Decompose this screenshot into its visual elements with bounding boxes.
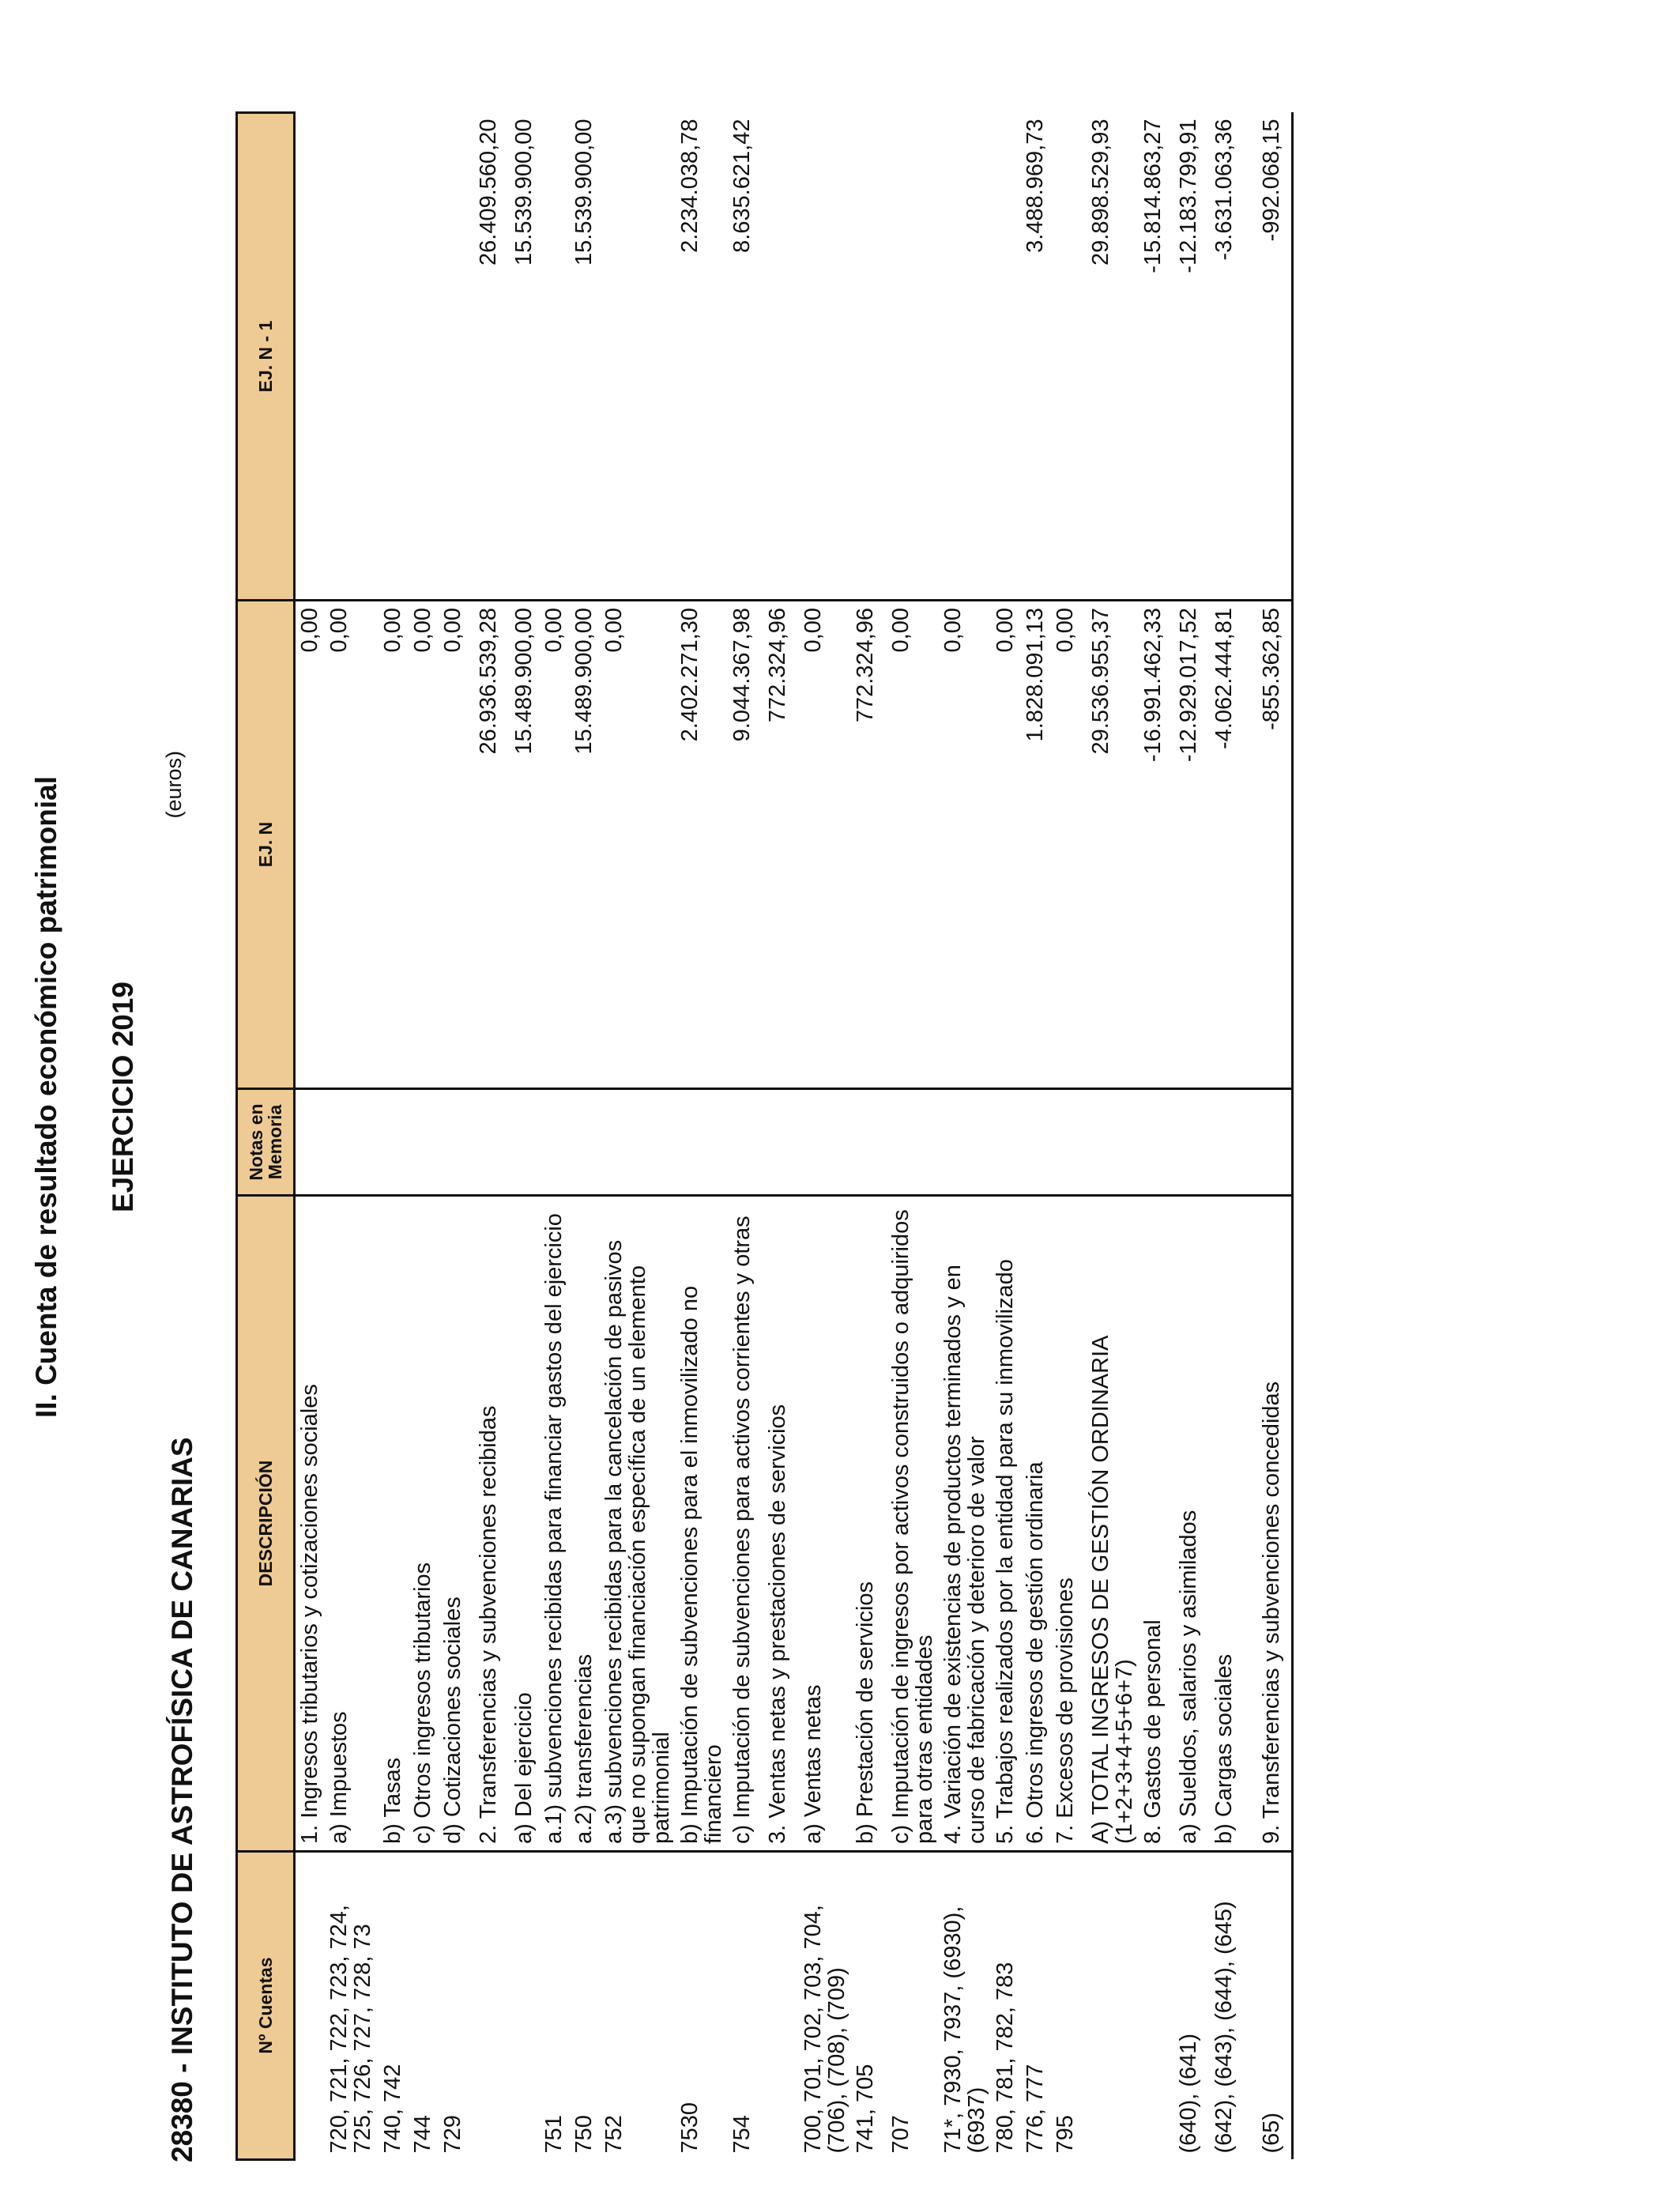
- row-previous-amount: [600, 113, 676, 601]
- document-title: II. Cuenta de resultado económico patrimonial: [30, 775, 62, 1419]
- row-description: b) Prestación de servicios: [851, 1196, 887, 1852]
- row-previous-amount: 2.234.038,78: [676, 119, 703, 253]
- row-notes: [409, 1089, 439, 1196]
- row-notes: [570, 1089, 600, 1196]
- table-row: [1139, 113, 1174, 2160]
- row-accounts: 7530: [676, 2102, 703, 2154]
- row-notes: [1139, 1089, 1174, 1196]
- row-notes: [379, 1089, 409, 1196]
- row-current-amount: 0,00: [1051, 601, 1087, 1089]
- row-notes: [1174, 1089, 1210, 1196]
- row-current-amount: 0,00: [799, 601, 851, 1089]
- row-current-amount: 0,00: [325, 601, 379, 1089]
- row-previous-amount: -3.631.063,36: [1211, 119, 1237, 261]
- row-description: 2. Transferencias y subvenciones recibidas: [474, 1196, 510, 1852]
- row-previous-amount: [540, 113, 570, 601]
- row-description: b) Imputación de subvenciones para el inmovilizado no financiero: [676, 1196, 728, 1852]
- table-row: [540, 113, 570, 2160]
- row-previous-amount: [1051, 113, 1087, 601]
- row-current-amount: 0,00: [600, 601, 676, 1089]
- row-accounts: (640), (641): [1175, 2033, 1201, 2154]
- row-notes: [474, 1089, 510, 1196]
- row-accounts: [1087, 1852, 1139, 2160]
- header-accounts: Nº Cuentas: [237, 1852, 295, 2160]
- row-notes: [991, 1089, 1021, 1196]
- row-previous-amount: [799, 113, 851, 601]
- row-description: 9. Transferencias y subvenciones concedidas: [1257, 1196, 1293, 1852]
- row-previous-amount: [851, 113, 887, 601]
- table-body: [295, 113, 1293, 2160]
- row-current-amount: 772.324,96: [851, 601, 887, 1089]
- row-previous-amount: 8.635.621,42: [729, 119, 755, 253]
- row-previous-amount: 15.539.900,00: [571, 119, 597, 266]
- exercise-year: EJERCICIO 2019: [107, 981, 139, 1213]
- row-accounts: 720, 721, 722, 723, 724, 725, 726, 727, 728, 73: [326, 1905, 375, 2154]
- table-row: [991, 113, 1021, 2160]
- row-previous-amount: [991, 113, 1021, 601]
- row-previous-amount: 26.409.560,20: [475, 119, 501, 266]
- row-description: a) Impuestos: [325, 1196, 379, 1852]
- row-current-amount: 15.489.900,00: [510, 601, 540, 1089]
- row-description: a) Ventas netas: [799, 1196, 851, 1852]
- row-notes: [887, 1089, 939, 1196]
- row-description: d) Cotizaciones sociales: [439, 1196, 474, 1852]
- row-current-amount: 29.536.955,37: [1087, 601, 1139, 1089]
- row-description: 5. Trabajos realizados por la entidad para su inmovilizado: [991, 1196, 1021, 1852]
- row-current-amount: 0,00: [540, 601, 570, 1089]
- table-row: [409, 113, 439, 2160]
- row-notes: [728, 1089, 763, 1196]
- row-current-amount: -12.929.017,52: [1174, 601, 1210, 1089]
- row-description: c) Otros ingresos tributarios: [409, 1196, 439, 1852]
- table-row: [570, 113, 600, 2160]
- row-description: c) Imputación de ingresos por activos construidos o adquiridos para otras entidades: [887, 1196, 939, 1852]
- row-notes: [676, 1089, 728, 1196]
- header-notes: Notas en Memoria: [237, 1089, 295, 1196]
- row-accounts: [510, 1852, 540, 2160]
- row-current-amount: 0,00: [991, 601, 1021, 1089]
- row-accounts: (65): [1257, 1852, 1293, 2160]
- row-previous-amount: -15.814.863,27: [1139, 119, 1166, 273]
- row-accounts: [763, 1852, 799, 2160]
- row-notes: [510, 1089, 540, 1196]
- row-accounts: 744: [409, 2115, 435, 2154]
- row-accounts: [295, 1852, 325, 2160]
- row-previous-amount: [763, 113, 799, 601]
- row-accounts: (642), (643), (644), (645): [1211, 1901, 1237, 2154]
- row-notes: [1051, 1089, 1087, 1196]
- row-current-amount: 0,00: [379, 601, 409, 1089]
- row-description: 8. Gastos de personal: [1139, 1196, 1174, 1852]
- row-description: A) TOTAL INGRESOS DE GESTIÓN ORDINARIA (1+2+3+4+5+6+7): [1087, 1196, 1139, 1852]
- row-previous-amount: 29.898.529,93: [1087, 119, 1113, 266]
- row-notes: [1021, 1089, 1051, 1196]
- row-previous-amount: [379, 113, 409, 601]
- row-description: 3. Ventas netas y prestaciones de servicios: [763, 1196, 799, 1852]
- row-accounts: 751: [541, 2115, 567, 2154]
- row-notes: [295, 1089, 325, 1196]
- entity-name: 28380 - INSTITUTO DE ASTROFÍSICA DE CANARIAS: [166, 1437, 198, 2162]
- row-current-amount: 0,00: [939, 601, 991, 1089]
- row-previous-amount: [409, 113, 439, 601]
- row-description: a.1) subvenciones recibidas para financiar gastos del ejercicio: [540, 1196, 570, 1852]
- header-previous-year: EJ. N - 1: [237, 113, 295, 601]
- table-row: [1257, 113, 1293, 2160]
- row-notes: [939, 1089, 991, 1196]
- row-accounts: 700, 701, 702, 703, 704, (706), (708), (709): [800, 1905, 849, 2154]
- row-current-amount: 0,00: [439, 601, 474, 1089]
- row-accounts: 795: [1052, 2115, 1078, 2154]
- table-row: [1087, 113, 1139, 2160]
- row-current-amount: -16.991.462,33: [1139, 601, 1174, 1089]
- row-previous-amount: 3.488.969,73: [1022, 119, 1048, 253]
- row-current-amount: -4.062.444,81: [1210, 601, 1257, 1089]
- row-current-amount: 9.044.367,98: [728, 601, 763, 1089]
- table-row: [295, 113, 325, 2160]
- row-accounts: 776, 777: [1022, 2064, 1048, 2154]
- income-statement-table: [235, 111, 1294, 2161]
- row-accounts: 750: [571, 2115, 597, 2154]
- table-row: [439, 113, 474, 2160]
- table-row: [799, 113, 851, 2160]
- row-notes: [600, 1089, 676, 1196]
- row-previous-amount: -12.183.799,91: [1175, 119, 1201, 273]
- currency-unit: (euros): [162, 751, 186, 819]
- row-current-amount: 1.828.091,13: [1021, 601, 1051, 1089]
- row-notes: [763, 1089, 799, 1196]
- table-row: [763, 113, 799, 2160]
- row-notes: [439, 1089, 474, 1196]
- row-accounts: [1139, 1852, 1174, 2160]
- row-accounts: [474, 1852, 510, 2160]
- row-previous-amount: -992.068,15: [1257, 113, 1293, 601]
- row-notes: [1210, 1089, 1257, 1196]
- row-accounts: 707: [887, 2115, 913, 2154]
- row-current-amount: 2.402.271,30: [676, 601, 728, 1089]
- table-row: [1210, 113, 1257, 2160]
- row-accounts: 754: [729, 2115, 755, 2154]
- row-accounts: 780, 781, 782, 783: [992, 1962, 1018, 2154]
- row-notes: [325, 1089, 379, 1196]
- row-description: a.3) subvenciones recibidas para la cancelación de pasivos que no supongan financiación específica de un elemento patrimonial: [600, 1196, 676, 1852]
- row-previous-amount: [939, 113, 991, 601]
- table-row: [510, 113, 540, 2160]
- row-notes: [799, 1089, 851, 1196]
- row-description: 4. Variación de existencias de productos terminados y en curso de fabricación y deterioro de valor: [939, 1196, 991, 1852]
- table-header-row: [237, 113, 295, 2160]
- row-accounts: 729: [439, 2115, 465, 2154]
- table-row: [474, 113, 510, 2160]
- row-current-amount: 15.489.900,00: [570, 601, 600, 1089]
- row-previous-amount: [887, 113, 939, 601]
- row-accounts: 71*, 7930, 7937, (6930), (6937): [940, 1906, 989, 2154]
- row-accounts: 752: [601, 2115, 627, 2154]
- table-row: [379, 113, 409, 2160]
- table-row: [1051, 113, 1087, 2160]
- row-current-amount: -855.362,85: [1257, 601, 1293, 1089]
- row-current-amount: 0,00: [295, 601, 325, 1089]
- row-notes: [540, 1089, 570, 1196]
- row-current-amount: 0,00: [409, 601, 439, 1089]
- header-current-year: EJ. N: [237, 601, 295, 1089]
- table-row: [1174, 113, 1210, 2160]
- row-accounts: 741, 705: [852, 2064, 878, 2154]
- row-current-amount: 0,00: [887, 601, 939, 1089]
- row-current-amount: 26.936.539,28: [474, 601, 510, 1089]
- table-row: [600, 113, 676, 2160]
- row-description: 6. Otros ingresos de gestión ordinaria: [1021, 1196, 1051, 1852]
- table-row: [939, 113, 991, 2160]
- row-description: 1. Ingresos tributarios y cotizaciones sociales: [295, 1196, 325, 1852]
- row-description: b) Tasas: [379, 1196, 409, 1852]
- row-notes: [1257, 1089, 1293, 1196]
- row-previous-amount: [325, 113, 379, 601]
- table-row: [851, 113, 887, 2160]
- row-accounts: 740, 742: [379, 2064, 405, 2154]
- row-description: a.2) transferencias: [570, 1196, 600, 1852]
- row-description: a) Del ejercicio: [510, 1196, 540, 1852]
- row-description: a) Sueldos, salarios y asimilados: [1174, 1196, 1210, 1852]
- row-previous-amount: [439, 113, 474, 601]
- header-description: DESCRIPCIÓN: [237, 1196, 295, 1852]
- row-previous-amount: 15.539.900,00: [510, 119, 537, 266]
- table-row: [728, 113, 763, 2160]
- row-description: c) Imputación de subvenciones para activos corrientes y otras: [728, 1196, 763, 1852]
- row-notes: [851, 1089, 887, 1196]
- row-notes: [1087, 1089, 1139, 1196]
- table-row: [325, 113, 379, 2160]
- table-row: [676, 113, 728, 2160]
- row-current-amount: 772.324,96: [763, 601, 799, 1089]
- table-row: [887, 113, 939, 2160]
- table-row: [1021, 113, 1051, 2160]
- row-previous-amount: [295, 113, 325, 601]
- row-description: b) Cargas sociales: [1210, 1196, 1257, 1852]
- row-description: 7. Excesos de provisiones: [1051, 1196, 1087, 1852]
